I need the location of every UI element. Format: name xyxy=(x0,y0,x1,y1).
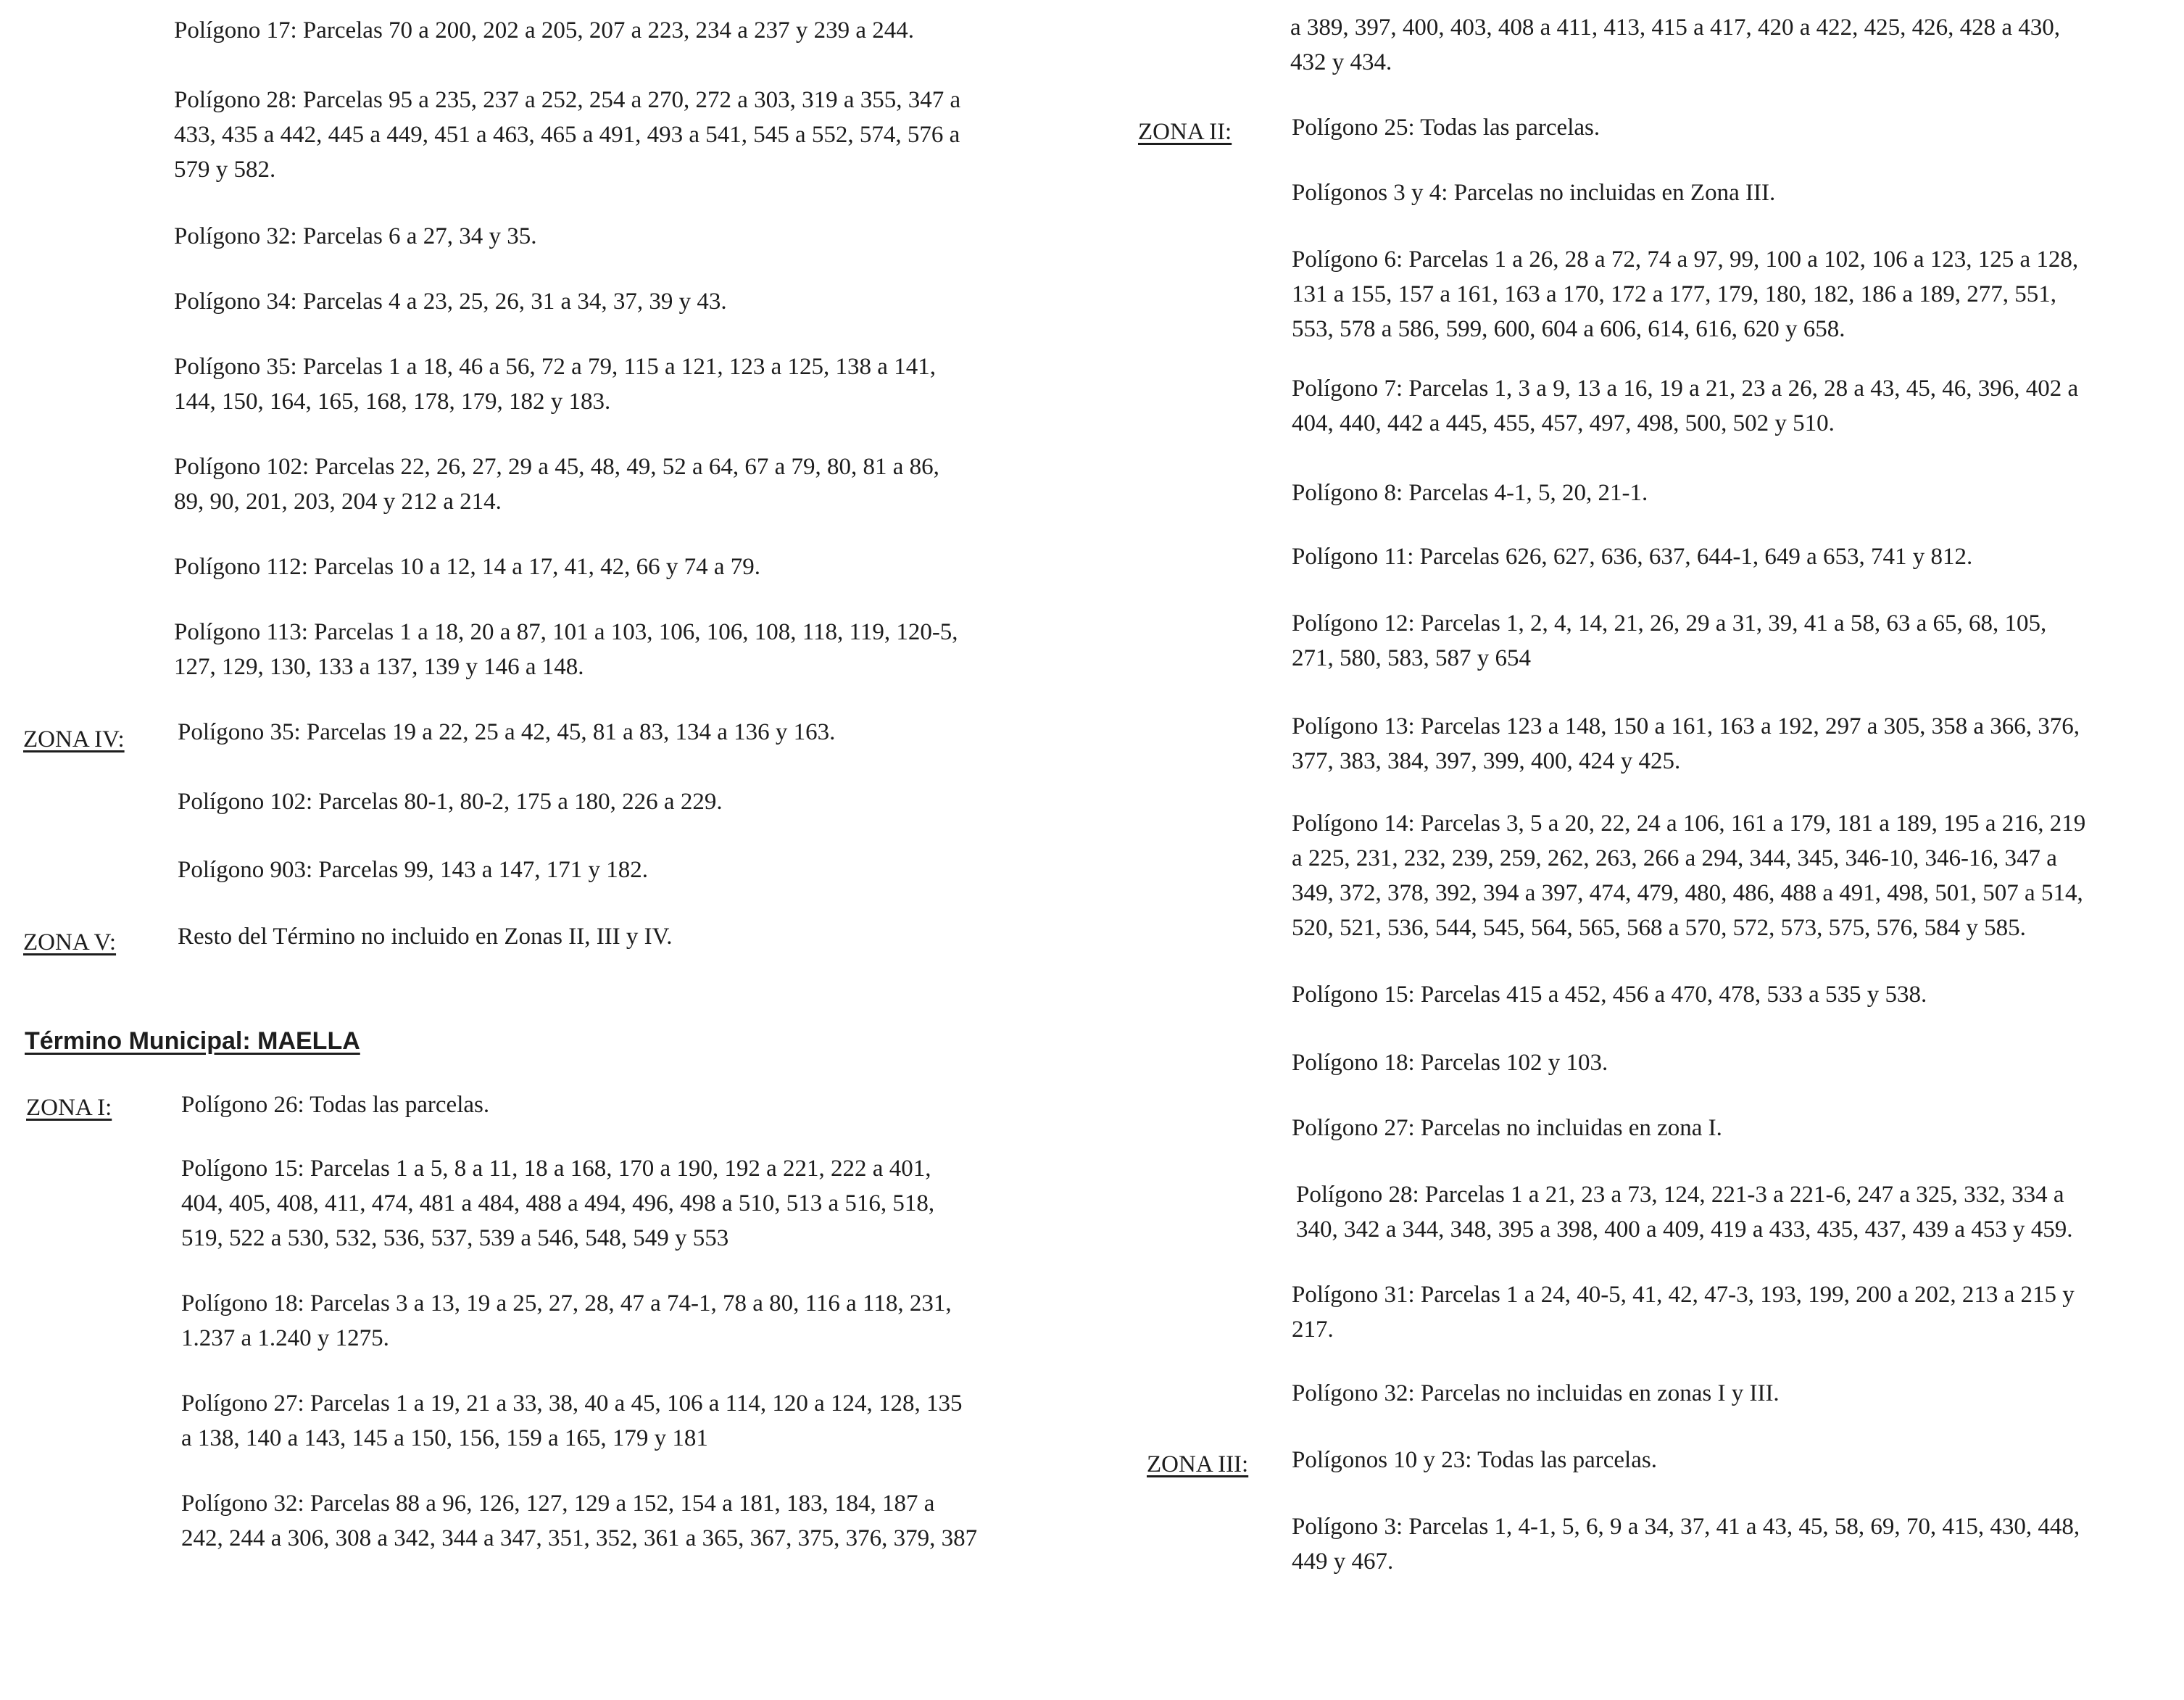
zona-i-label: ZONA I: xyxy=(26,1095,112,1121)
zona-v-text: Resto del Término no incluido en Zonas II, III y IV. xyxy=(178,924,673,950)
continuation-text: a 389, 397, 400, 403, 408 a 411, 413, 415 a 417, 420 a 422, 425, 426, 428 a 430, 432 y 434. xyxy=(1290,14,2061,75)
zona-ii-poligono-14-entry: Polígono 14: Parcelas 3, 5 a 20, 22, 24 a 106, 161 a 179, 181 a 189, 195 a 216, 219 a 225, 231, 232, 239, 259, 262, 263, 266 a 294, 344, 345, 346-10, 346-16, 347 a 349, 372, 378, 392, 394 a 397, 474, 479, 480, 486, 488 a 491, 498, 501, 507 a 514, 520, 521, 536, 544, 545, 564, 565, 568 a 570, 572, 573, 575, 576, 584 y 585. xyxy=(1292,810,2086,941)
zona-ii-poligono-28-entry: Polígono 28: Parcelas 1 a 21, 23 a 73, 124, 221-3 a 221-6, 247 a 325, 332, 334 a 340, 342 a 344, 348, 395 a 398, 400 a 409, 419 a 433, 435, 437, 439 a 453 y 459. xyxy=(1296,1182,2073,1243)
zona-ii-poligonos-3-4-entry: Polígonos 3 y 4: Parcelas no incluidas en Zona III. xyxy=(1292,180,1776,206)
zona-i-poligono-18-entry: Polígono 18: Parcelas 3 a 13, 19 a 25, 27, 28, 47 a 74-1, 78 a 80, 116 a 118, 231, 1.237 a 1.240 y 1275. xyxy=(181,1290,952,1351)
zona-iv-poligono-35-entry: Polígono 35: Parcelas 19 a 22, 25 a 42, 45, 81 a 83, 134 a 136 y 163. xyxy=(178,719,836,745)
poligono-28-entry: Polígono 28: Parcelas 95 a 235, 237 a 252, 254 a 270, 272 a 303, 319 a 355, 347 a 433, 435 a 442, 445 a 449, 451 a 463, 465 a 491, 493 a 541, 545 a 552, 574, 576 a 579 y 582. xyxy=(174,87,961,183)
zona-iii-label: ZONA III: xyxy=(1147,1451,1249,1477)
zona-ii-poligono-32-entry: Polígono 32: Parcelas no incluidas en zonas I y III. xyxy=(1292,1380,1780,1406)
zona-ii-poligono-12-entry: Polígono 12: Parcelas 1, 2, 4, 14, 21, 26, 29 a 31, 39, 41 a 58, 63 a 65, 68, 105, 271, 580, 583, 587 y 654 xyxy=(1292,610,2047,671)
zona-iii-poligono-3-entry: Polígono 3: Parcelas 1, 4-1, 5, 6, 9 a 34, 37, 41 a 43, 45, 58, 69, 70, 415, 430, 448, 449 y 467. xyxy=(1292,1514,2080,1575)
zona-ii-poligono-31-entry: Polígono 31: Parcelas 1 a 24, 40-5, 41, 42, 47-3, 193, 199, 200 a 202, 213 a 215 y 217. xyxy=(1292,1282,2075,1343)
zona-ii-poligono-6-entry: Polígono 6: Parcelas 1 a 26, 28 a 72, 74 a 97, 99, 100 a 102, 106 a 123, 125 a 128, 131 a 155, 157 a 161, 163 a 170, 172 a 177, 179, 180, 182, 186 a 189, 277, 551, 553, 578 a 586, 599, 600, 604 a 606, 614, 616, 620 y 658. xyxy=(1292,246,2079,342)
zona-ii-poligono-27-entry: Polígono 27: Parcelas no incluidas en zona I. xyxy=(1292,1115,1722,1141)
zona-ii-poligono-8-entry: Polígono 8: Parcelas 4-1, 5, 20, 21-1. xyxy=(1292,480,1648,506)
poligono-112-entry: Polígono 112: Parcelas 10 a 12, 14 a 17, 41, 42, 66 y 74 a 79. xyxy=(174,554,761,580)
poligono-32-entry: Polígono 32: Parcelas 6 a 27, 34 y 35. xyxy=(174,223,537,249)
poligono-35-entry: Polígono 35: Parcelas 1 a 18, 46 a 56, 72 a 79, 115 a 121, 123 a 125, 138 a 141, 144, 150, 164, 165, 168, 178, 179, 182 y 183. xyxy=(174,354,936,415)
zona-iv-label: ZONA IV: xyxy=(23,726,125,752)
zona-iv-poligono-903-entry: Polígono 903: Parcelas 99, 143 a 147, 171 y 182. xyxy=(178,857,648,883)
zona-iii-poligonos-10-23-entry: Polígonos 10 y 23: Todas las parcelas. xyxy=(1292,1447,1657,1473)
zona-ii-poligono-18-entry: Polígono 18: Parcelas 102 y 103. xyxy=(1292,1050,1608,1076)
zona-ii-poligono-25-entry: Polígono 25: Todas las parcelas. xyxy=(1292,115,1600,141)
zona-i-poligono-26-entry: Polígono 26: Todas las parcelas. xyxy=(181,1092,490,1118)
zona-v-label: ZONA V: xyxy=(23,929,117,955)
poligono-17-entry: Polígono 17: Parcelas 70 a 200, 202 a 205, 207 a 223, 234 a 237 y 239 a 244. xyxy=(174,17,915,43)
poligono-102-entry: Polígono 102: Parcelas 22, 26, 27, 29 a 45, 48, 49, 52 a 64, 67 a 79, 80, 81 a 86, 89, 90, 201, 203, 204 y 212 a 214. xyxy=(174,454,939,515)
municipality-heading: Término Municipal: MAELLA xyxy=(25,1027,360,1055)
zona-i-poligono-27-entry: Polígono 27: Parcelas 1 a 19, 21 a 33, 38, 40 a 45, 106 a 114, 120 a 124, 128, 135 a 138, 140 a 143, 145 a 150, 156, 159 a 165, 179 y 181 xyxy=(181,1390,963,1451)
poligono-34-entry: Polígono 34: Parcelas 4 a 23, 25, 26, 31 a 34, 37, 39 y 43. xyxy=(174,289,727,315)
zona-ii-label: ZONA II: xyxy=(1138,119,1232,145)
zona-ii-poligono-13-entry: Polígono 13: Parcelas 123 a 148, 150 a 161, 163 a 192, 297 a 305, 358 a 366, 376, 377, 383, 384, 397, 399, 400, 424 y 425. xyxy=(1292,713,2080,774)
zona-ii-poligono-15-entry: Polígono 15: Parcelas 415 a 452, 456 a 470, 478, 533 a 535 y 538. xyxy=(1292,982,1927,1008)
zona-ii-poligono-11-entry: Polígono 11: Parcelas 626, 627, 636, 637, 644-1, 649 a 653, 741 y 812. xyxy=(1292,544,1973,570)
zona-i-poligono-32-entry: Polígono 32: Parcelas 88 a 96, 126, 127, 129 a 152, 154 a 181, 183, 184, 187 a 242, 244 a 306, 308 a 342, 344 a 347, 351, 352, 361 a 365, 367, 375, 376, 379, 387 xyxy=(181,1490,978,1551)
poligono-113-entry: Polígono 113: Parcelas 1 a 18, 20 a 87, 101 a 103, 106, 106, 108, 118, 119, 120-5, 127, 129, 130, 133 a 137, 139 y 146 a 148. xyxy=(174,619,958,680)
zona-iv-poligono-102-entry: Polígono 102: Parcelas 80-1, 80-2, 175 a 180, 226 a 229. xyxy=(178,789,723,815)
zona-ii-poligono-7-entry: Polígono 7: Parcelas 1, 3 a 9, 13 a 16, 19 a 21, 23 a 26, 28 a 43, 45, 46, 396, 402 a 404, 440, 442 a 445, 455, 457, 497, 498, 500, 502 y 510. xyxy=(1292,376,2079,436)
zona-i-poligono-15-entry: Polígono 15: Parcelas 1 a 5, 8 a 11, 18 a 168, 170 a 190, 192 a 221, 222 a 401, 404, 405, 408, 411, 474, 481 a 484, 488 a 494, 496, 498 a 510, 513 a 516, 518, 519, 522 a 530, 532, 536, 537, 539 a 546, 548, 549 y 553 xyxy=(181,1156,935,1251)
